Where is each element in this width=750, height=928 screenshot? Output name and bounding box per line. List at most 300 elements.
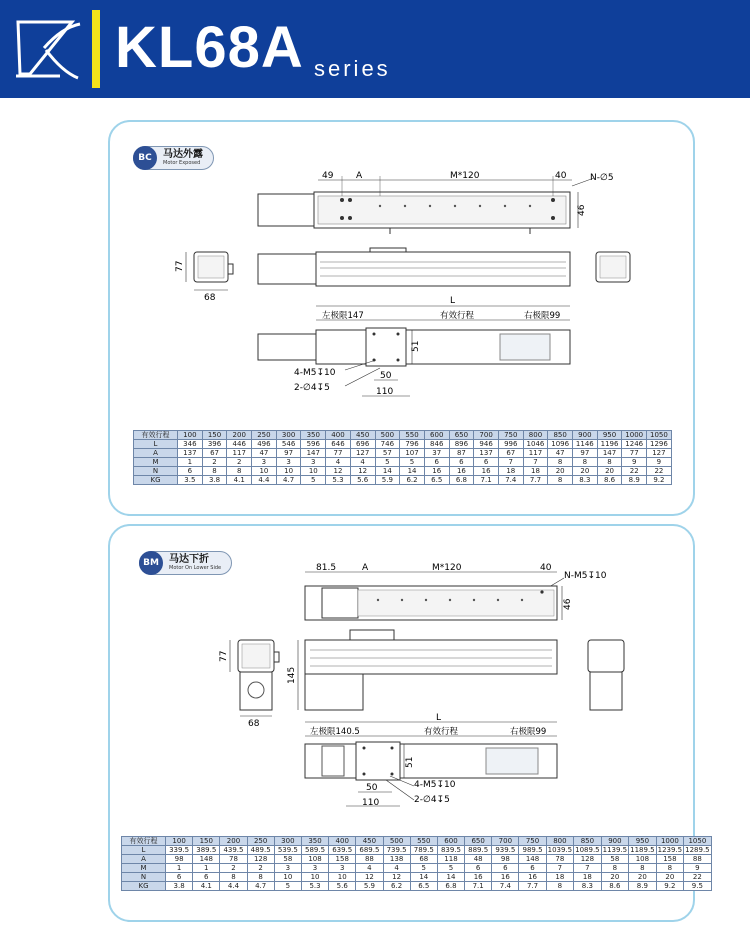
table-cell: 18 bbox=[498, 467, 523, 476]
table-cell: 7 bbox=[498, 458, 523, 467]
table-cell: 346 bbox=[178, 440, 203, 449]
table-cell: 58 bbox=[274, 855, 301, 864]
table-cell: 148 bbox=[193, 855, 220, 864]
table-cell: 97 bbox=[573, 449, 598, 458]
table-cell: 20 bbox=[597, 467, 622, 476]
table-row bbox=[122, 873, 712, 882]
dim-l: L bbox=[436, 713, 442, 723]
table-cell: 78 bbox=[546, 855, 574, 864]
dim-145: 145 bbox=[287, 666, 297, 684]
table-cell: 396 bbox=[202, 440, 227, 449]
row-label: M bbox=[134, 458, 178, 467]
table-cell: 158 bbox=[656, 855, 684, 864]
table-cell: 4 bbox=[350, 458, 375, 467]
table-cell: 2 bbox=[227, 458, 252, 467]
hole-m5: 4-M5↧10 bbox=[294, 368, 336, 378]
table-cell: 150 bbox=[202, 431, 227, 440]
table-row bbox=[122, 846, 712, 855]
dim-110: 110 bbox=[376, 387, 394, 397]
table-cell: 500 bbox=[383, 837, 410, 846]
table-cell: 12 bbox=[383, 873, 410, 882]
dim-50: 50 bbox=[380, 371, 392, 381]
table-cell: 20 bbox=[629, 873, 657, 882]
row-label: 有效行程 bbox=[122, 837, 166, 846]
table-cell: 20 bbox=[573, 467, 598, 476]
table-cell: 10 bbox=[329, 873, 356, 882]
table-cell: 7 bbox=[523, 458, 548, 467]
table-cell: 14 bbox=[410, 873, 437, 882]
table-cell: 9.5 bbox=[684, 882, 712, 891]
table-cell: 2 bbox=[202, 458, 227, 467]
table-cell: 14 bbox=[437, 873, 464, 882]
table-cell: 78 bbox=[220, 855, 247, 864]
left-limit: 左极限147 bbox=[322, 311, 364, 321]
table-cell: 14 bbox=[375, 467, 400, 476]
series-title: KL68A bbox=[115, 15, 304, 80]
table-cell: 5 bbox=[410, 864, 437, 873]
table-cell: 77 bbox=[622, 449, 647, 458]
table-cell: 1246 bbox=[622, 440, 647, 449]
dim-49: 49 bbox=[322, 171, 334, 181]
table-cell: 1039.5 bbox=[547, 846, 573, 854]
hole-m5: 4-M5↧10 bbox=[414, 780, 456, 790]
table-row bbox=[122, 882, 712, 891]
table-cell: 5.9 bbox=[375, 476, 400, 485]
table-cell: 1089.5 bbox=[575, 846, 600, 854]
table-cell: 158 bbox=[329, 855, 356, 864]
table-cell: 950 bbox=[629, 837, 657, 846]
table-cell: 22 bbox=[622, 467, 647, 476]
table-cell: 446 bbox=[227, 440, 252, 449]
table-cell: 20 bbox=[656, 873, 684, 882]
table-cell: 6 bbox=[492, 864, 519, 873]
table-cell: 100 bbox=[178, 431, 203, 440]
table-cell: 18 bbox=[546, 873, 574, 882]
pin-hole: 2-∅4↧5 bbox=[414, 795, 450, 805]
table-cell: 6 bbox=[178, 467, 203, 476]
series-subtitle: series bbox=[314, 56, 391, 81]
table-cell: 108 bbox=[629, 855, 657, 864]
dim-68: 68 bbox=[204, 293, 216, 303]
table-cell: 1239.5 bbox=[657, 846, 683, 854]
table-cell: 6.5 bbox=[410, 882, 437, 891]
table-cell: 3.8 bbox=[202, 476, 227, 485]
table-cell: 10 bbox=[301, 873, 328, 882]
table-cell: 1189.5 bbox=[630, 846, 655, 854]
table-cell: 350 bbox=[301, 837, 328, 846]
table-cell: 500 bbox=[375, 431, 400, 440]
table-cell: 98 bbox=[166, 855, 193, 864]
table-cell: 68 bbox=[410, 855, 437, 864]
table-cell: 839.5 bbox=[437, 846, 464, 855]
table-cell: 118 bbox=[437, 855, 464, 864]
table-cell: 4 bbox=[326, 458, 351, 467]
table-cell: 1000 bbox=[656, 837, 684, 846]
dim-m: M*120 bbox=[450, 171, 480, 181]
table-cell: 450 bbox=[356, 837, 383, 846]
table-cell: 98 bbox=[492, 855, 519, 864]
table-cell: 5.3 bbox=[301, 882, 328, 891]
table-cell: 137 bbox=[474, 449, 499, 458]
table-cell: 88 bbox=[356, 855, 383, 864]
table-cell: 700 bbox=[492, 837, 519, 846]
row-label: L bbox=[122, 846, 166, 855]
end-view-right bbox=[588, 640, 624, 672]
table-cell: 950 bbox=[597, 431, 622, 440]
table-cell: 1139.5 bbox=[602, 846, 628, 854]
table-cell: 4 bbox=[356, 864, 383, 873]
table-cell: 117 bbox=[523, 449, 548, 458]
table-row bbox=[122, 837, 712, 846]
table-cell: 1000 bbox=[622, 431, 647, 440]
stroke-label: 有效行程 bbox=[440, 311, 475, 321]
table-cell: 439.5 bbox=[220, 846, 247, 855]
table-cell: 1050 bbox=[684, 837, 712, 846]
table-cell: 147 bbox=[597, 449, 622, 458]
table-cell: 5 bbox=[301, 476, 326, 485]
stroke-label: 有效行程 bbox=[424, 727, 459, 737]
table-cell: 8 bbox=[546, 882, 574, 891]
table-cell: 16 bbox=[424, 467, 449, 476]
table-cell: 10 bbox=[276, 467, 301, 476]
dim-51: 51 bbox=[411, 340, 421, 352]
table-cell: 496 bbox=[252, 440, 277, 449]
table-cell: 7.1 bbox=[465, 882, 492, 891]
table-cell: 3 bbox=[329, 864, 356, 873]
table-cell: 7 bbox=[574, 864, 602, 873]
table-cell: 5.6 bbox=[329, 882, 356, 891]
table-cell: 58 bbox=[601, 855, 629, 864]
table-cell: 6.8 bbox=[437, 882, 464, 891]
table-cell: 8.9 bbox=[629, 882, 657, 891]
table-cell: 639.5 bbox=[329, 846, 356, 855]
table-cell: 700 bbox=[474, 431, 499, 440]
table-cell: 850 bbox=[574, 837, 602, 846]
table-cell: 389.5 bbox=[193, 846, 220, 855]
dim-77: 77 bbox=[175, 260, 185, 272]
table-cell: 1196 bbox=[597, 440, 622, 449]
dim-77: 77 bbox=[219, 650, 229, 662]
table-cell: 127 bbox=[647, 449, 672, 458]
table-cell: 7.4 bbox=[492, 882, 519, 891]
table-cell: 128 bbox=[574, 855, 602, 864]
table-cell: 16 bbox=[449, 467, 474, 476]
table-cell: 3 bbox=[301, 458, 326, 467]
table-cell: 8 bbox=[601, 864, 629, 873]
dim-110: 110 bbox=[362, 798, 380, 808]
table-cell: 1050 bbox=[647, 431, 672, 440]
rail-side bbox=[305, 640, 557, 674]
table-cell: 100 bbox=[166, 837, 193, 846]
table-cell: 12 bbox=[356, 873, 383, 882]
table-cell: 8.6 bbox=[597, 476, 622, 485]
table-cell: 300 bbox=[276, 431, 301, 440]
table-cell: 4 bbox=[383, 864, 410, 873]
table-row bbox=[122, 864, 712, 873]
table-cell: 67 bbox=[498, 449, 523, 458]
table-cell: 5.3 bbox=[326, 476, 351, 485]
table-cell: 200 bbox=[227, 431, 252, 440]
row-label: A bbox=[134, 449, 178, 458]
dim-a: A bbox=[356, 171, 363, 181]
right-limit: 右极限99 bbox=[524, 311, 561, 321]
table-cell: 650 bbox=[465, 837, 492, 846]
table-cell: 10 bbox=[301, 467, 326, 476]
dim-68: 68 bbox=[248, 719, 260, 729]
table-cell: 339.5 bbox=[166, 846, 193, 855]
table-cell: 9.2 bbox=[656, 882, 684, 891]
table-cell: 350 bbox=[301, 431, 326, 440]
table-cell: 18 bbox=[574, 873, 602, 882]
table-cell: 8.6 bbox=[601, 882, 629, 891]
table-cell: 7.4 bbox=[498, 476, 523, 485]
table-cell: 250 bbox=[252, 431, 277, 440]
table-cell: 6.5 bbox=[424, 476, 449, 485]
dim-l: L bbox=[450, 296, 456, 306]
table-cell: 796 bbox=[400, 440, 425, 449]
table-cell: 989.5 bbox=[519, 846, 546, 855]
table-cell: 87 bbox=[449, 449, 474, 458]
left-limit: 左极限140.5 bbox=[310, 727, 360, 737]
table-cell: 800 bbox=[523, 431, 548, 440]
row-label: KG bbox=[122, 882, 166, 891]
table-cell: 900 bbox=[601, 837, 629, 846]
table-cell: 37 bbox=[424, 449, 449, 458]
table-cell: 18 bbox=[523, 467, 548, 476]
table-cell: 1 bbox=[178, 458, 203, 467]
table-cell: 97 bbox=[276, 449, 301, 458]
table-row bbox=[122, 855, 712, 864]
dim-40: 40 bbox=[555, 171, 567, 181]
table-cell: 5 bbox=[400, 458, 425, 467]
badge-code: BC bbox=[133, 146, 157, 170]
table-cell: 8 bbox=[202, 467, 227, 476]
dim-n: N-∅5 bbox=[590, 173, 614, 183]
table-cell: 800 bbox=[546, 837, 574, 846]
dim-46: 46 bbox=[577, 204, 587, 216]
table-cell: 689.5 bbox=[356, 846, 383, 855]
table-cell: 6 bbox=[193, 873, 220, 882]
dim-n: N-M5↧10 bbox=[564, 571, 607, 581]
table-cell: 550 bbox=[410, 837, 437, 846]
table-cell: 8 bbox=[656, 864, 684, 873]
dim-50: 50 bbox=[366, 783, 378, 793]
table-cell: 138 bbox=[383, 855, 410, 864]
table-cell: 127 bbox=[350, 449, 375, 458]
dim-m: M*120 bbox=[432, 563, 462, 573]
dim-40: 40 bbox=[540, 563, 552, 573]
table-cell: 750 bbox=[498, 431, 523, 440]
table-cell: 16 bbox=[492, 873, 519, 882]
row-label: A bbox=[122, 855, 166, 864]
table-cell: 8 bbox=[220, 873, 247, 882]
table-cell: 9.2 bbox=[647, 476, 672, 485]
badge-title-cn: 马达下折 bbox=[169, 554, 209, 565]
table-cell: 1146 bbox=[573, 440, 598, 449]
table-cell: 200 bbox=[220, 837, 247, 846]
table-cell: 128 bbox=[247, 855, 274, 864]
table-cell: 7.1 bbox=[474, 476, 499, 485]
table-cell: 1096 bbox=[548, 440, 573, 449]
table-cell: 16 bbox=[474, 467, 499, 476]
table-cell: 67 bbox=[202, 449, 227, 458]
table-cell: 1 bbox=[193, 864, 220, 873]
table-cell: 1046 bbox=[523, 440, 548, 449]
table-cell: 8 bbox=[573, 458, 598, 467]
table-cell: 3.5 bbox=[178, 476, 203, 485]
table-cell: 250 bbox=[247, 837, 274, 846]
table-cell: 889.5 bbox=[465, 846, 492, 855]
table-cell: 846 bbox=[424, 440, 449, 449]
table-cell: 2 bbox=[247, 864, 274, 873]
table-cell: 750 bbox=[519, 837, 546, 846]
table-cell: 8.3 bbox=[574, 882, 602, 891]
table-cell: 8 bbox=[597, 458, 622, 467]
table-cell: 746 bbox=[375, 440, 400, 449]
table-cell: 4.4 bbox=[220, 882, 247, 891]
table-cell: 1296 bbox=[647, 440, 672, 449]
right-limit: 右极限99 bbox=[510, 727, 547, 737]
dim-81: 81.5 bbox=[316, 563, 337, 573]
table-cell: 6 bbox=[519, 864, 546, 873]
table-cell: 589.5 bbox=[301, 846, 328, 855]
table-cell: 939.5 bbox=[492, 846, 519, 855]
table-cell: 539.5 bbox=[274, 846, 301, 855]
table-cell: 10 bbox=[252, 467, 277, 476]
table-cell: 7.7 bbox=[519, 882, 546, 891]
table-cell: 1289.5 bbox=[685, 846, 710, 854]
table-cell: 147 bbox=[301, 449, 326, 458]
table-cell: 8 bbox=[548, 458, 573, 467]
table-cell: 6 bbox=[166, 873, 193, 882]
table-cell: 108 bbox=[301, 855, 328, 864]
table-cell: 3 bbox=[276, 458, 301, 467]
table-cell: 8.9 bbox=[622, 476, 647, 485]
table-cell: 946 bbox=[474, 440, 499, 449]
table-cell: 12 bbox=[350, 467, 375, 476]
table-cell: 8 bbox=[227, 467, 252, 476]
table-cell: 7 bbox=[546, 864, 574, 873]
table-cell: 9 bbox=[622, 458, 647, 467]
table-cell: 450 bbox=[350, 431, 375, 440]
table-cell: 8 bbox=[548, 476, 573, 485]
badge-title-en: Motor On Lower Side bbox=[169, 565, 222, 571]
table-cell: 7.7 bbox=[523, 476, 548, 485]
table-cell: 10 bbox=[274, 873, 301, 882]
table-cell: 600 bbox=[424, 431, 449, 440]
table-cell: 1 bbox=[166, 864, 193, 873]
table-cell: 47 bbox=[252, 449, 277, 458]
table-cell: 137 bbox=[178, 449, 203, 458]
table-cell: 5 bbox=[437, 864, 464, 873]
table-cell: 5.9 bbox=[356, 882, 383, 891]
row-label: M bbox=[122, 864, 166, 873]
table-cell: 6 bbox=[474, 458, 499, 467]
table-cell: 400 bbox=[329, 837, 356, 846]
table-cell: 3 bbox=[274, 864, 301, 873]
table-cell: 4.7 bbox=[247, 882, 274, 891]
row-label: KG bbox=[134, 476, 178, 485]
dim-46: 46 bbox=[563, 598, 573, 610]
table-cell: 6.2 bbox=[400, 476, 425, 485]
table-cell: 6 bbox=[465, 864, 492, 873]
row-label: N bbox=[134, 467, 178, 476]
table-cell: 6.2 bbox=[383, 882, 410, 891]
table-cell: 8 bbox=[247, 873, 274, 882]
table-cell: 77 bbox=[326, 449, 351, 458]
table-cell: 16 bbox=[465, 873, 492, 882]
table-cell: 20 bbox=[548, 467, 573, 476]
dim-a: A bbox=[362, 563, 369, 573]
table-cell: 5 bbox=[274, 882, 301, 891]
table-cell: 400 bbox=[326, 431, 351, 440]
pin-hole: 2-∅4↧5 bbox=[294, 383, 330, 393]
table-cell: 596 bbox=[301, 440, 326, 449]
table-cell: 57 bbox=[375, 449, 400, 458]
table-cell: 5.6 bbox=[350, 476, 375, 485]
table-cell: 8 bbox=[629, 864, 657, 873]
table-cell: 546 bbox=[276, 440, 301, 449]
table-cell: 789.5 bbox=[410, 846, 437, 855]
table-cell: 850 bbox=[548, 431, 573, 440]
dim-51: 51 bbox=[405, 756, 415, 768]
table-cell: 646 bbox=[326, 440, 351, 449]
table-cell: 489.5 bbox=[247, 846, 274, 855]
table-cell: 107 bbox=[400, 449, 425, 458]
table-cell: 996 bbox=[498, 440, 523, 449]
table-cell: 600 bbox=[437, 837, 464, 846]
row-label: 有效行程 bbox=[134, 431, 178, 440]
table-cell: 12 bbox=[326, 467, 351, 476]
table-cell: 4.4 bbox=[252, 476, 277, 485]
table-cell: 88 bbox=[684, 855, 712, 864]
table-cell: 9 bbox=[684, 864, 712, 873]
badge-title-cn: 马达外露 bbox=[163, 149, 203, 160]
table-cell: 550 bbox=[400, 431, 425, 440]
table-cell: 3 bbox=[301, 864, 328, 873]
table-cell: 6.8 bbox=[449, 476, 474, 485]
table-cell: 900 bbox=[573, 431, 598, 440]
table-cell: 16 bbox=[519, 873, 546, 882]
table-cell: 22 bbox=[647, 467, 672, 476]
table-cell: 6 bbox=[424, 458, 449, 467]
badge-title-en: Motor Exposed bbox=[163, 160, 201, 166]
table-cell: 4.1 bbox=[193, 882, 220, 891]
table-cell: 6 bbox=[449, 458, 474, 467]
table-cell: 150 bbox=[193, 837, 220, 846]
motor-lower bbox=[305, 674, 363, 710]
table-cell: 148 bbox=[519, 855, 546, 864]
badge-code: BM bbox=[139, 551, 163, 575]
table-cell: 3.8 bbox=[166, 882, 193, 891]
table-cell: 650 bbox=[449, 431, 474, 440]
table-cell: 300 bbox=[274, 837, 301, 846]
table-cell: 739.5 bbox=[383, 846, 410, 855]
row-label: L bbox=[134, 440, 178, 449]
table-cell: 896 bbox=[449, 440, 474, 449]
table-cell: 3 bbox=[252, 458, 277, 467]
table-cell: 2 bbox=[220, 864, 247, 873]
table-cell: 8.3 bbox=[573, 476, 598, 485]
table-cell: 9 bbox=[647, 458, 672, 467]
table-cell: 47 bbox=[548, 449, 573, 458]
row-label: N bbox=[122, 873, 166, 882]
table-cell: 48 bbox=[465, 855, 492, 864]
table-cell: 22 bbox=[684, 873, 712, 882]
table-cell: 5 bbox=[375, 458, 400, 467]
table-cell: 20 bbox=[601, 873, 629, 882]
spec-table-bm bbox=[121, 836, 712, 891]
